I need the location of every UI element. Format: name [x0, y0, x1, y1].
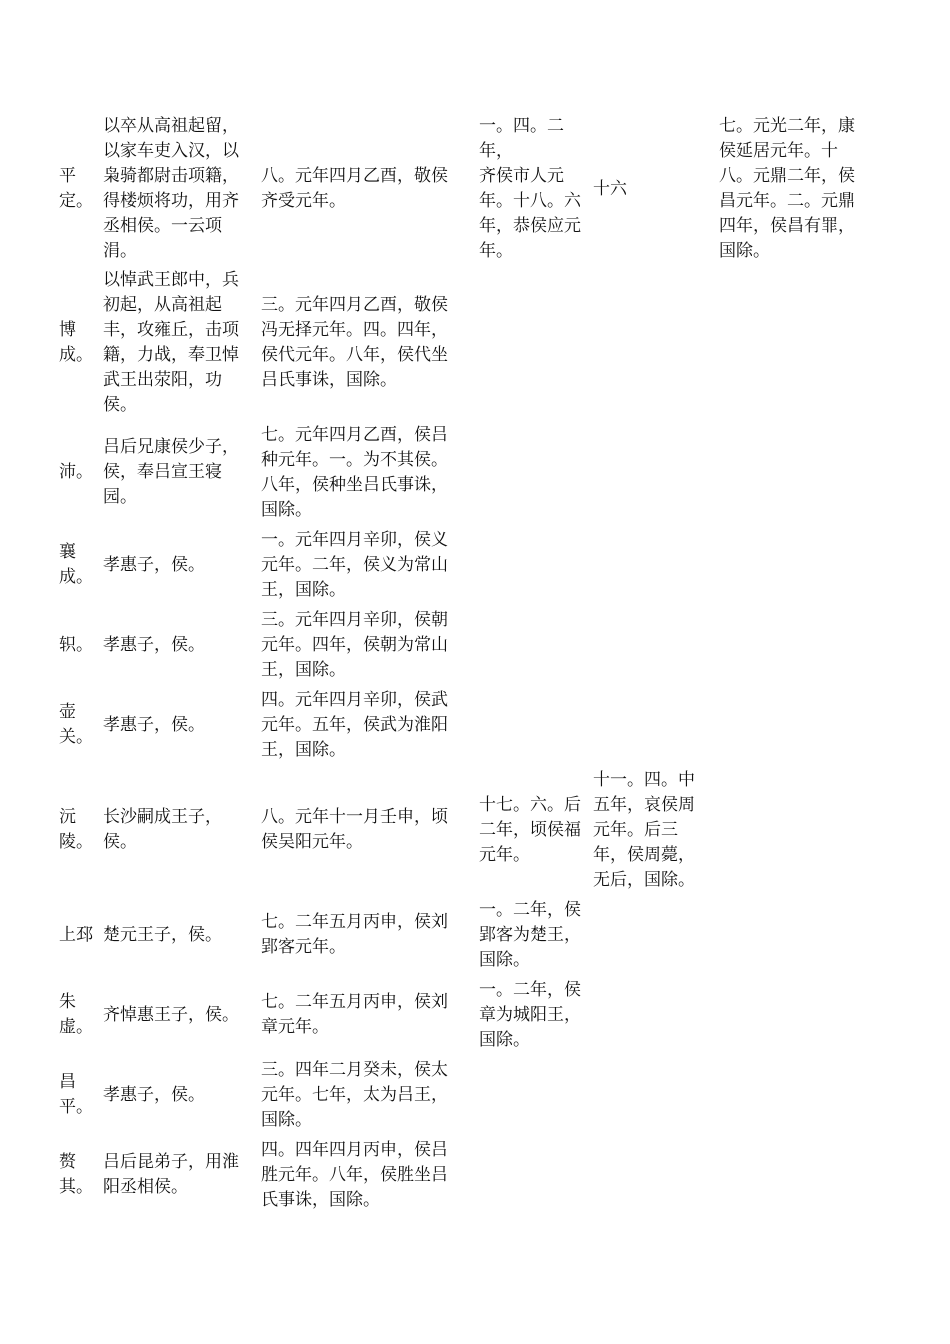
table-row	[57, 685, 877, 765]
wudi-reign-cell: 七。元光二年，康 侯延居元年。十 八。元鼎二年，侯 昌元年。二。元鼎 四年，侯昌有罪， 国除。	[719, 116, 855, 261]
huidi-reign-cell	[477, 1135, 591, 1215]
wendi-reign-cell	[591, 895, 711, 975]
wendi-reign-cell	[591, 685, 711, 765]
table-row	[57, 765, 877, 895]
table-row	[57, 420, 877, 525]
wendi-reign-cell	[591, 265, 711, 420]
wendi-reign-cell	[591, 525, 711, 605]
merit-cell: 以悼武王郎中，兵 初起，从高祖起 丰，攻雍丘，击项 籍，力战，奉卫悼 武王出荥阳，功 侯。	[103, 269, 239, 415]
table-row	[57, 1055, 877, 1135]
gaozu-reign-cell: 一。元年四月辛卯，侯义 元年。二年，侯义为常山 王，国除。	[261, 529, 448, 600]
fief-name-cell: 壶 关。	[59, 702, 93, 747]
huidi-reign-cell: 一。二年，侯 郢客为楚王， 国除。	[479, 899, 581, 970]
fief-name-cell: 平 定。	[59, 166, 93, 211]
fief-name-cell: 沅 陵。	[59, 807, 93, 852]
huidi-reign-cell: 一。二年，侯 章为城阳王， 国除。	[479, 979, 581, 1050]
wudi-reign-cell	[717, 420, 877, 525]
merit-cell: 孝惠子，侯。	[103, 634, 205, 655]
merit-cell: 吕后兄康侯少子， 侯，奉吕宣王寝 园。	[103, 437, 239, 507]
gaozu-reign-cell: 三。元年四月辛卯，侯朝 元年。四年，侯朝为常山 王，国除。	[261, 609, 448, 680]
gaozu-reign-cell: 七。二年五月丙申，侯刘 章元年。	[261, 992, 448, 1037]
table-row	[57, 113, 877, 265]
wendi-reign-cell	[591, 420, 711, 525]
wudi-reign-cell	[717, 605, 877, 685]
wendi-reign-cell: 十六	[593, 178, 627, 199]
fief-name-cell: 朱 虚。	[59, 992, 93, 1037]
fief-name-cell: 博 成。	[59, 319, 93, 365]
gaozu-reign-cell: 八。元年四月乙酉，敬侯 齐受元年。	[261, 166, 448, 211]
huidi-reign-cell	[477, 605, 591, 685]
table-row	[57, 975, 877, 1055]
fief-name-cell: 沛。	[59, 462, 93, 482]
huidi-reign-cell	[477, 525, 591, 605]
table-row	[57, 1135, 877, 1215]
marquis-table	[57, 113, 877, 1215]
fief-name-cell: 襄 成。	[59, 542, 93, 587]
wendi-reign-cell	[591, 975, 711, 1055]
merit-cell: 齐悼惠王子，侯。	[103, 1004, 239, 1025]
table-row	[57, 895, 877, 975]
wudi-reign-cell	[717, 265, 877, 420]
wendi-reign-cell	[591, 1055, 711, 1135]
fief-name-cell: 昌 平。	[59, 1072, 93, 1117]
merit-cell: 吕后昆弟子，用淮 阳丞相侯。	[103, 1152, 239, 1197]
wudi-reign-cell	[717, 1135, 877, 1215]
gaozu-reign-cell: 八。元年十一月壬申，顷 侯吴阳元年。	[261, 807, 448, 852]
fief-name-cell: 赘 其。	[59, 1152, 93, 1197]
wudi-reign-cell	[717, 525, 877, 605]
wendi-reign-cell	[591, 605, 711, 685]
gaozu-reign-cell: 三。四年二月癸未，侯太 元年。七年，太为吕王， 国除。	[261, 1059, 448, 1130]
wudi-reign-cell	[717, 975, 877, 1055]
table-row	[57, 265, 877, 420]
merit-cell: 以卒从高祖起留， 以家车吏入汉，以 枭骑都尉击项籍， 得楼烦将功，用齐 丞相侯。一云项 涓。	[103, 116, 239, 261]
gaozu-reign-cell: 七。二年五月丙申，侯刘 郢客元年。	[261, 912, 448, 957]
huidi-reign-cell	[477, 685, 591, 765]
wudi-reign-cell	[717, 895, 877, 975]
gaozu-reign-cell: 七。元年四月乙酉，侯吕 种元年。一。为不其侯。 八年，侯种坐吕氏事诛， 国除。	[261, 424, 448, 520]
gaozu-reign-cell: 三。元年四月乙酉，敬侯 冯无择元年。四。四年， 侯代元年。八年，侯代坐 吕氏事诛，国除。	[261, 294, 448, 390]
huidi-reign-cell: 一。四。二年， 齐侯市人元 年。十八。六 年，恭侯应元 年。	[479, 116, 581, 261]
wudi-reign-cell	[717, 1055, 877, 1135]
fief-name-cell: 上邳	[59, 924, 93, 945]
huidi-reign-cell	[477, 420, 591, 525]
gaozu-reign-cell: 四。四年四月丙申，侯吕 胜元年。八年，侯胜坐吕 氏事诛，国除。	[261, 1139, 448, 1210]
gaozu-reign-cell: 四。元年四月辛卯，侯武 元年。五年，侯武为淮阳 王，国除。	[261, 689, 448, 760]
wendi-reign-cell: 十一。四。中 五年，哀侯周 元年。后三 年，侯周薨， 无后，国除。	[593, 769, 695, 890]
merit-cell: 孝惠子，侯。	[103, 554, 205, 575]
huidi-reign-cell	[477, 265, 591, 420]
table-row	[57, 605, 877, 685]
fief-name-cell: 轵。	[59, 634, 93, 655]
merit-cell: 孝惠子，侯。	[103, 1084, 205, 1105]
wudi-reign-cell	[717, 685, 877, 765]
wendi-reign-cell	[591, 1135, 711, 1215]
wudi-reign-cell	[717, 765, 877, 895]
merit-cell: 楚元王子，侯。	[103, 924, 222, 945]
huidi-reign-cell	[477, 1055, 591, 1135]
merit-cell: 长沙嗣成王子， 侯。	[103, 807, 222, 852]
huidi-reign-cell: 十七。六。后 二年，顷侯福 元年。	[479, 794, 581, 865]
table-row	[57, 525, 877, 605]
merit-cell: 孝惠子，侯。	[103, 714, 205, 735]
